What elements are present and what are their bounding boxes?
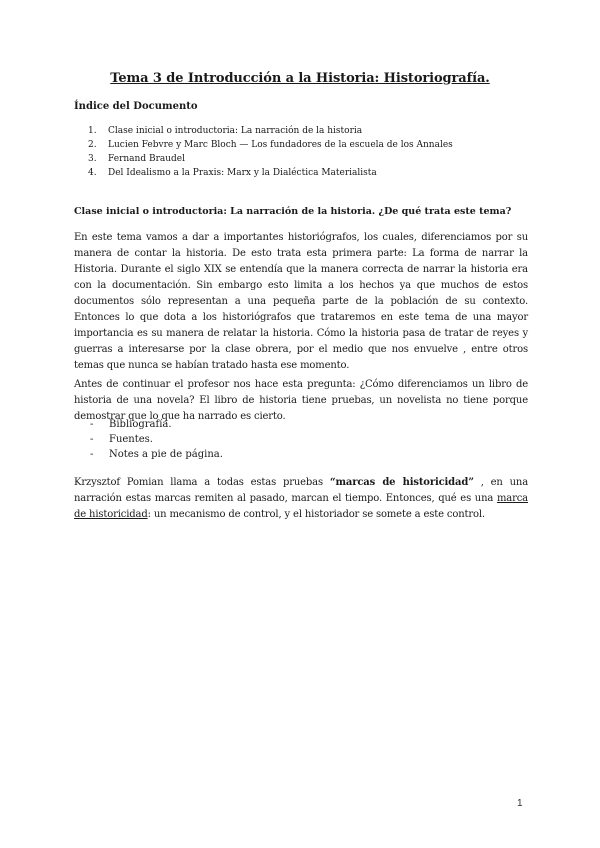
list-item-text: Fuentes. — [109, 434, 153, 445]
index-item-text: Del Idealismo a la Praxis: Marx y la Dialéctica Materialista — [108, 168, 377, 178]
list-dash: - — [90, 419, 94, 430]
index-item-text: Clase inicial o introductoria: La narración de la historia — [108, 126, 363, 136]
index-item-number: 1. — [88, 126, 97, 136]
index-list — [88, 124, 453, 180]
index-item-number: 3. — [88, 154, 97, 164]
index-item-number: 4. — [88, 168, 97, 178]
paragraph-text: Krzysztof Pomian llama a todas estas pruebas — [74, 477, 330, 488]
index-item-text: Fernand Braudel — [108, 154, 186, 164]
list-item-text: Bibliografía. — [109, 419, 172, 430]
index-item — [88, 124, 453, 138]
underlined-term: marca de historicidad — [74, 493, 528, 520]
index-item — [88, 138, 453, 152]
list-item — [90, 432, 223, 447]
evidence-list — [90, 417, 223, 462]
paragraph-question: Antes de continuar el profesor nos hace esta pregunta: ¿Cómo diferenciamos un libro de historia de una novela? El libro de historia tiene pruebas, un novelista no tiene porque demostrar que lo que ha narrado es cierto. — [74, 379, 528, 422]
index-item-text: Lucien Febvre y Marc Bloch — Los fundadores de la escuela de los Annales — [108, 140, 453, 150]
index-item — [88, 166, 453, 180]
section-heading: Clase inicial o introductoria: La narración de la historia. ¿De qué trata este tema? — [74, 206, 512, 217]
index-item — [88, 152, 453, 166]
list-dash: - — [90, 434, 94, 445]
index-heading: Índice del Documento — [74, 101, 198, 112]
paragraph-text: : un mecanismo de control, y el historiador se somete a este control. — [147, 509, 485, 520]
index-item-number: 2. — [88, 140, 97, 150]
list-item — [90, 417, 223, 432]
page-number: 1 — [517, 798, 523, 809]
paragraph-intro: En este tema vamos a dar a importantes historiógrafos, los cuales, diferenciamos por su manera de contar la historia. De esto trata esta primera parte: La forma de narrar la Historia. Durante el siglo XIX se entendía que la manera correcta de narrar la historia era con la documentación. Sin embargo esto limita a los hechos ya que muchos de estos documentos sólo representan a una pequeña parte de la población de su contexto. Entonces lo que dota a los historiógrafos que trataremos en este tema de una mayor importancia es su manera de relatar la historia. Cómo la historia pasa de tratar de reyes y guerras a interesarse por la clase obrera, por el medio que nos envuelve , entre otros temas que nunca se habían tratado hasta ese momento. — [74, 232, 528, 371]
list-dash: - — [90, 449, 94, 460]
bold-term: “marcas de historicidad” — [329, 477, 474, 488]
paragraph-text: , en una narración estas marcas remiten al pasado, marcan el tiempo. Entonces, qué es una — [74, 477, 529, 504]
paragraph-pomian — [74, 475, 528, 523]
list-item-text: Notes a pie de página. — [109, 449, 223, 460]
list-item — [90, 447, 223, 462]
document-title: Tema 3 de Introducción a la Historia: Historiografía. — [110, 71, 490, 86]
